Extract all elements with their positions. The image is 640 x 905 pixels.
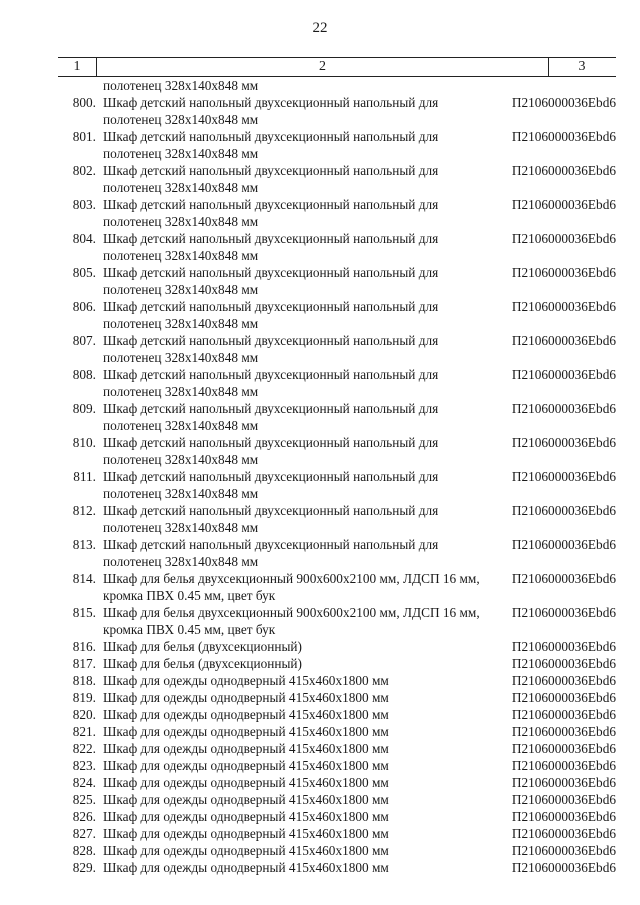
table-row [58,332,616,366]
row-item-name: Шкаф детский напольный двухсекционный напольный для полотенец 328x140x848 мм [103,231,439,263]
row-number: 809. [72,401,96,416]
row-item-code: П2106000036Ebd6 [511,860,616,875]
table-row [58,94,616,128]
row-item-name: Шкаф для одежды однодверный 415x460x1800 мм [103,775,389,790]
row-item-name: Шкаф детский напольный двухсекционный напольный для полотенец 328x140x848 мм [103,95,439,127]
row-number: 817. [72,656,96,671]
table-row [58,570,616,604]
row-item-code: П2106000036Ebd6 [511,843,616,858]
row-item-name: Шкаф для одежды однодверный 415x460x1800 мм [103,758,389,773]
row-item-name: Шкаф детский напольный двухсекционный напольный для полотенец 328x140x848 мм [103,299,439,331]
table-row [58,366,616,400]
row-item-name: Шкаф для одежды однодверный 415x460x1800 мм [103,707,389,722]
row-item-name: Шкаф детский напольный двухсекционный напольный для полотенец 328x140x848 мм [103,367,439,399]
row-number: 816. [72,639,96,654]
table-row [58,400,616,434]
row-item-code: П2106000036Ebd6 [511,673,616,688]
continuation-text: полотенец 328x140x848 мм [103,78,259,93]
table-row [58,604,616,638]
row-item-name: Шкаф для белья двухсекционный 900x600x2100 мм, ЛДСП 16 мм, кромка ПВХ 0.45 мм, цвет бук [103,605,480,637]
row-item-code: П2106000036Ebd6 [511,231,616,246]
row-item-code: П2106000036Ebd6 [511,197,616,212]
row-number: 821. [72,724,96,739]
column-header-name: 2 [96,58,549,76]
row-item-code: П2106000036Ebd6 [511,367,616,382]
row-item-name: Шкаф детский напольный двухсекционный напольный для полотенец 328x140x848 мм [103,469,439,501]
row-number: 829. [72,860,96,875]
row-item-name: Шкаф детский напольный двухсекционный напольный для полотенец 328x140x848 мм [103,129,439,161]
table-header [58,57,616,77]
row-item-code: П2106000036Ebd6 [511,724,616,739]
row-item-name: Шкаф детский напольный двухсекционный напольный для полотенец 328x140x848 мм [103,401,439,433]
table-row [58,774,616,791]
table-row [58,672,616,689]
row-item-name: Шкаф детский напольный двухсекционный напольный для полотенец 328x140x848 мм [103,503,439,535]
table-row [58,468,616,502]
row-item-code: П2106000036Ebd6 [511,469,616,484]
row-item-name: Шкаф для одежды однодверный 415x460x1800 мм [103,792,389,807]
row-number: 820. [72,707,96,722]
table-row [58,298,616,332]
row-item-code: П2106000036Ebd6 [511,826,616,841]
table-row [58,791,616,808]
table-row [58,536,616,570]
row-item-code: П2106000036Ebd6 [511,656,616,671]
row-item-name: Шкаф детский напольный двухсекционный напольный для полотенец 328x140x848 мм [103,163,439,195]
row-number: 811. [73,469,96,484]
table-row [58,264,616,298]
row-item-code: П2106000036Ebd6 [511,639,616,654]
row-item-code: П2106000036Ebd6 [511,129,616,144]
row-item-code: П2106000036Ebd6 [511,401,616,416]
table-row [58,825,616,842]
row-number: 818. [72,673,96,688]
table-row [58,196,616,230]
column-header-code: 3 [578,59,586,74]
row-item-code: П2106000036Ebd6 [511,265,616,280]
row-item-name: Шкаф детский напольный двухсекционный напольный для полотенец 328x140x848 мм [103,435,439,467]
table-row [58,502,616,536]
table-row [58,859,616,876]
row-item-code: П2106000036Ebd6 [511,95,616,110]
row-item-name: Шкаф для одежды однодверный 415x460x1800 мм [103,673,389,688]
row-number: 804. [72,231,96,246]
row-number: 824. [72,775,96,790]
row-item-name: Шкаф для одежды однодверный 415x460x1800 мм [103,860,389,875]
table-row [58,162,616,196]
row-item-code: П2106000036Ebd6 [511,503,616,518]
row-item-code: П2106000036Ebd6 [511,775,616,790]
row-item-code: П2106000036Ebd6 [511,333,616,348]
row-item-name: Шкаф детский напольный двухсекционный напольный для полотенец 328x140x848 мм [103,197,439,229]
row-item-name: Шкаф детский напольный двухсекционный напольный для полотенец 328x140x848 мм [103,537,439,569]
table-row [58,706,616,723]
row-item-name: Шкаф для белья двухсекционный 900x600x2100 мм, ЛДСП 16 мм, кромка ПВХ 0.45 мм, цвет бук [103,571,480,603]
row-item-code: П2106000036Ebd6 [511,605,616,620]
row-number: 805. [72,265,96,280]
row-item-name: Шкаф для одежды однодверный 415x460x1800 мм [103,690,389,705]
row-number: 814. [72,571,96,586]
table-row [58,128,616,162]
row-item-code: П2106000036Ebd6 [511,792,616,807]
table-row [58,689,616,706]
row-item-code: П2106000036Ebd6 [511,571,616,586]
row-number: 808. [72,367,96,382]
table-row [58,723,616,740]
table-rows [58,94,616,876]
row-number: 828. [72,843,96,858]
row-item-code: П2106000036Ebd6 [511,299,616,314]
row-number: 801. [72,129,96,144]
table-row [58,808,616,825]
row-item-name: Шкаф для белья (двухсекционный) [103,639,302,654]
row-item-name: Шкаф для одежды однодверный 415x460x1800 мм [103,724,389,739]
row-number: 802. [72,163,96,178]
row-number: 800. [72,95,96,110]
row-number: 810. [72,435,96,450]
table-row [58,842,616,859]
table-row [58,638,616,655]
page-number: 22 [312,20,328,36]
row-number: 803. [72,197,96,212]
row-item-code: П2106000036Ebd6 [511,741,616,756]
row-number: 812. [72,503,96,518]
row-item-code: П2106000036Ebd6 [511,690,616,705]
row-number: 819. [72,690,96,705]
column-header-number: 1 [73,59,81,74]
row-number: 826. [72,809,96,824]
row-item-code: П2106000036Ebd6 [511,537,616,552]
row-item-name: Шкаф для белья (двухсекционный) [103,656,302,671]
row-number: 813. [72,537,96,552]
row-number: 822. [72,741,96,756]
row-number: 806. [72,299,96,314]
row-item-code: П2106000036Ebd6 [511,435,616,450]
row-item-name: Шкаф детский напольный двухсекционный напольный для полотенец 328x140x848 мм [103,333,439,365]
row-number: 815. [72,605,96,620]
row-number: 825. [72,792,96,807]
row-item-name: Шкаф для одежды однодверный 415x460x1800 мм [103,809,389,824]
row-number: 823. [72,758,96,773]
table-row [58,655,616,672]
continuation-row [58,77,616,94]
row-number: 827. [72,826,96,841]
table-row [58,757,616,774]
row-item-name: Шкаф для одежды однодверный 415x460x1800 мм [103,843,389,858]
row-item-code: П2106000036Ebd6 [511,758,616,773]
table-row [58,434,616,468]
row-item-code: П2106000036Ebd6 [511,809,616,824]
row-item-code: П2106000036Ebd6 [511,163,616,178]
table-body [58,77,616,876]
row-item-code: П2106000036Ebd6 [511,707,616,722]
row-number: 807. [72,333,96,348]
row-item-name: Шкаф для одежды однодверный 415x460x1800 мм [103,741,389,756]
table-row [58,230,616,264]
table-row [58,740,616,757]
row-item-name: Шкаф для одежды однодверный 415x460x1800 мм [103,826,389,841]
row-item-name: Шкаф детский напольный двухсекционный напольный для полотенец 328x140x848 мм [103,265,439,297]
